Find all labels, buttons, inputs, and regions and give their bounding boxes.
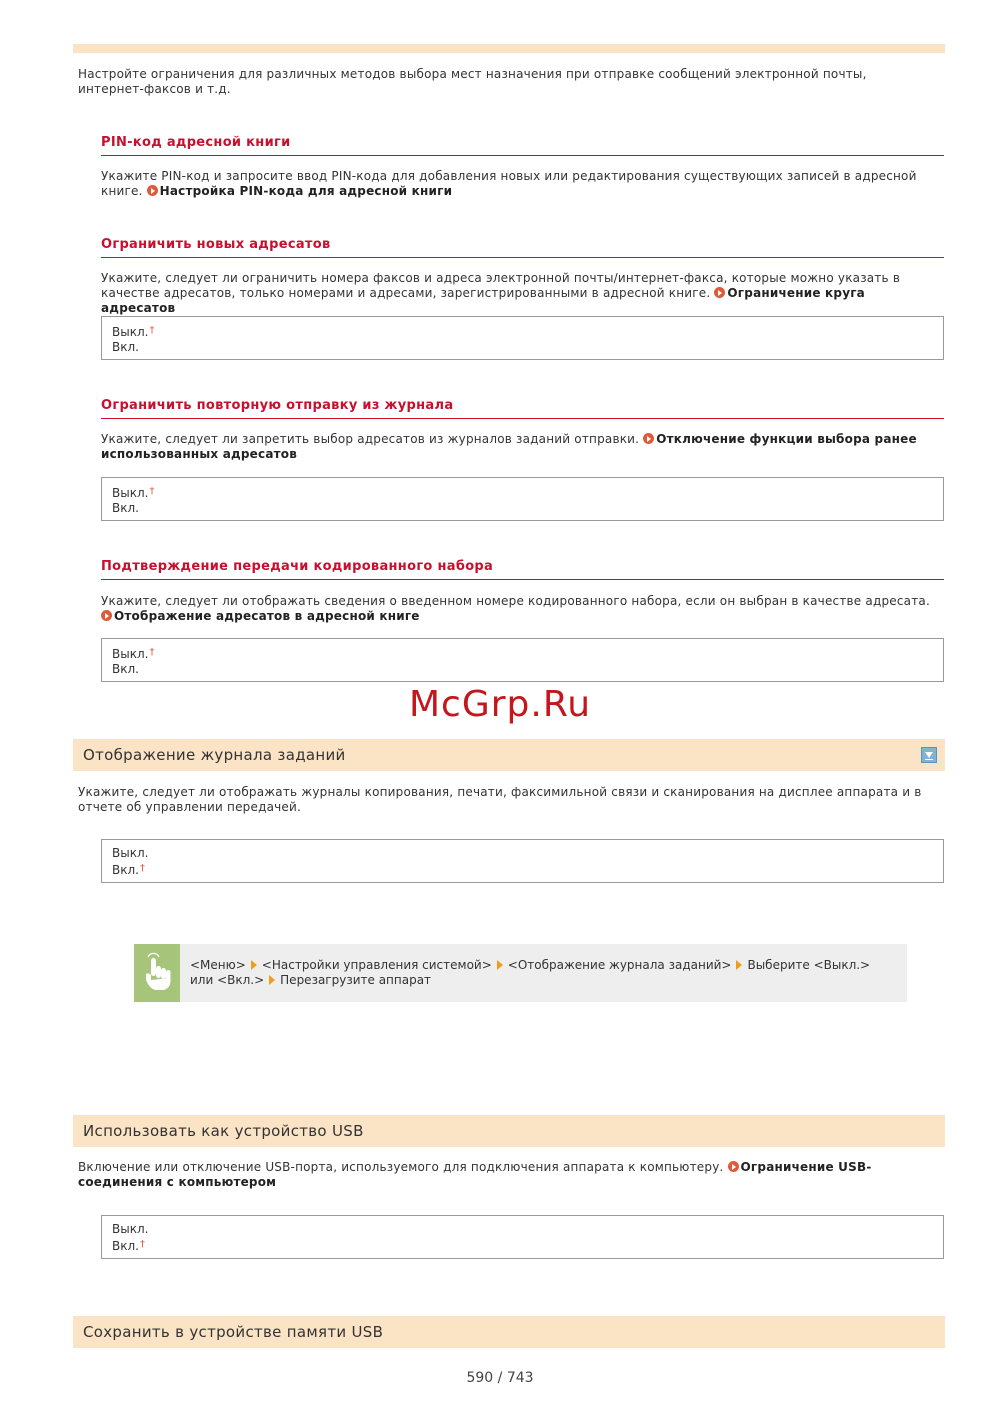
options-box-job-log (101, 839, 944, 883)
subsection-text-restrict-resend: Укажите, следует ли запретить выбор адресатов из журналов заданий отправки. Отключение функции выбора ранее использованных адресатов (101, 432, 917, 461)
options-box-usb-device (101, 1215, 944, 1259)
procedure-box (134, 944, 907, 1002)
procedure-steps (190, 958, 887, 988)
default-marker: † (139, 863, 145, 874)
options-box-restrict-new (101, 316, 944, 360)
section-header-usb-device (73, 1115, 945, 1147)
section-title-usb-device: Использовать как устройство USB (83, 1122, 364, 1140)
subsection-rule (101, 418, 944, 419)
default-marker: † (149, 486, 155, 497)
options-box-coded-dial (101, 638, 944, 682)
option-off: Выкл.† (112, 486, 155, 500)
link-arrow-icon (714, 287, 725, 298)
step-arrow-icon (497, 960, 503, 970)
link-disable-recent[interactable]: Отключение функции выбора ранее использованных адресатов (101, 432, 917, 461)
step-restart: Перезагрузите аппарат (280, 973, 432, 987)
link-pin-setup[interactable]: Настройка PIN-кода для адресной книги (159, 184, 453, 198)
option-off: Выкл.† (112, 325, 155, 339)
subsection-title-restrict-new: Ограничить новых адресатов (101, 237, 331, 252)
job-log-text: Укажите, следует ли отображать журналы копирования, печати, факсимильной связи и сканирования на дисплее аппарата и в отчете об управлении передачей. (78, 785, 922, 814)
option-off: Выкл. (112, 1222, 149, 1236)
link-restrict-destinations[interactable]: Ограничение круга адресатов (101, 286, 865, 315)
step-system-settings: <Настройки управления системой> (261, 958, 492, 972)
step-menu: <Меню> (190, 958, 246, 972)
page-current: 590 (466, 1370, 494, 1386)
default-marker: † (149, 647, 155, 658)
section-header-job-log (73, 739, 945, 771)
subsection-rule (101, 155, 944, 156)
page-number (0, 1370, 1000, 1386)
subsection-rule (101, 579, 944, 580)
option-off: Выкл. (112, 846, 149, 860)
watermark-logo: McGrp.Ru (408, 684, 592, 725)
option-on: Вкл. (112, 501, 139, 515)
subsection-text-pin: Укажите PIN-код и запросите ввод PIN-кода для добавления новых или редактирования существующих записей в адресной книге. Настройка PIN-кода для адресной книги (101, 169, 917, 198)
intro-text: Настройте ограничения для различных методов выбора мест назначения при отправке сообщений электронной почты, интернет-факсов и т.д. (78, 67, 867, 96)
subsection-text-restrict-new: Укажите, следует ли ограничить номера факсов и адреса электронной почты/интернет-факса, которые можно указать в качестве адресатов, только номерами и адресами, зарегистрированными в адресной книге. Ограничение круга адресатов (101, 271, 901, 315)
step-arrow-icon (251, 960, 257, 970)
link-arrow-icon (643, 433, 654, 444)
page-total: 743 (506, 1370, 534, 1386)
subsection-rule (101, 257, 944, 258)
subsection-title-restrict-resend: Ограничить повторную отправку из журнала (101, 398, 454, 413)
option-on: Вкл. (112, 340, 139, 354)
section-title-usb-memory: Сохранить в устройстве памяти USB (83, 1323, 384, 1341)
subsection-title-pin: PIN-код адресной книги (101, 135, 291, 150)
subsection-text-coded-dial: Укажите, следует ли отображать сведения о введенном номере кодированного набора, если он выбран в качестве адресата. Отображение адресатов в адресной книге (101, 594, 930, 623)
default-marker: † (149, 325, 155, 336)
step-select: Выберите <Выкл.> или <Вкл.> (190, 958, 871, 987)
top-accent-bar (73, 44, 945, 53)
collapse-icon[interactable] (921, 747, 937, 763)
step-arrow-icon (736, 960, 742, 970)
option-on: Вкл.† (112, 863, 145, 877)
option-on: Вкл.† (112, 1239, 145, 1253)
page-separator: / (497, 1370, 503, 1386)
option-off: Выкл.† (112, 647, 155, 661)
section-title-job-log: Отображение журнала заданий (83, 746, 346, 764)
link-arrow-icon (147, 185, 158, 196)
link-show-addressbook-destinations[interactable]: Отображение адресатов в адресной книге (114, 609, 420, 623)
section-header-usb-memory (73, 1316, 945, 1348)
link-usb-restriction[interactable]: Ограничение USB-соединения с компьютером (78, 1160, 872, 1189)
default-marker: † (139, 1239, 145, 1250)
link-arrow-icon (728, 1161, 739, 1172)
link-arrow-icon (101, 610, 112, 621)
usb-device-text: Включение или отключение USB-порта, используемого для подключения аппарата к компьютеру. Ограничение USB-соединения с компьютером (78, 1160, 872, 1189)
subsection-title-coded-dial: Подтверждение передачи кодированного набора (101, 559, 494, 574)
tap-hand-icon (134, 944, 180, 1002)
option-on: Вкл. (112, 662, 139, 676)
step-arrow-icon (269, 975, 275, 985)
options-box-restrict-resend (101, 477, 944, 521)
step-job-log: <Отображение журнала заданий> (507, 958, 732, 972)
